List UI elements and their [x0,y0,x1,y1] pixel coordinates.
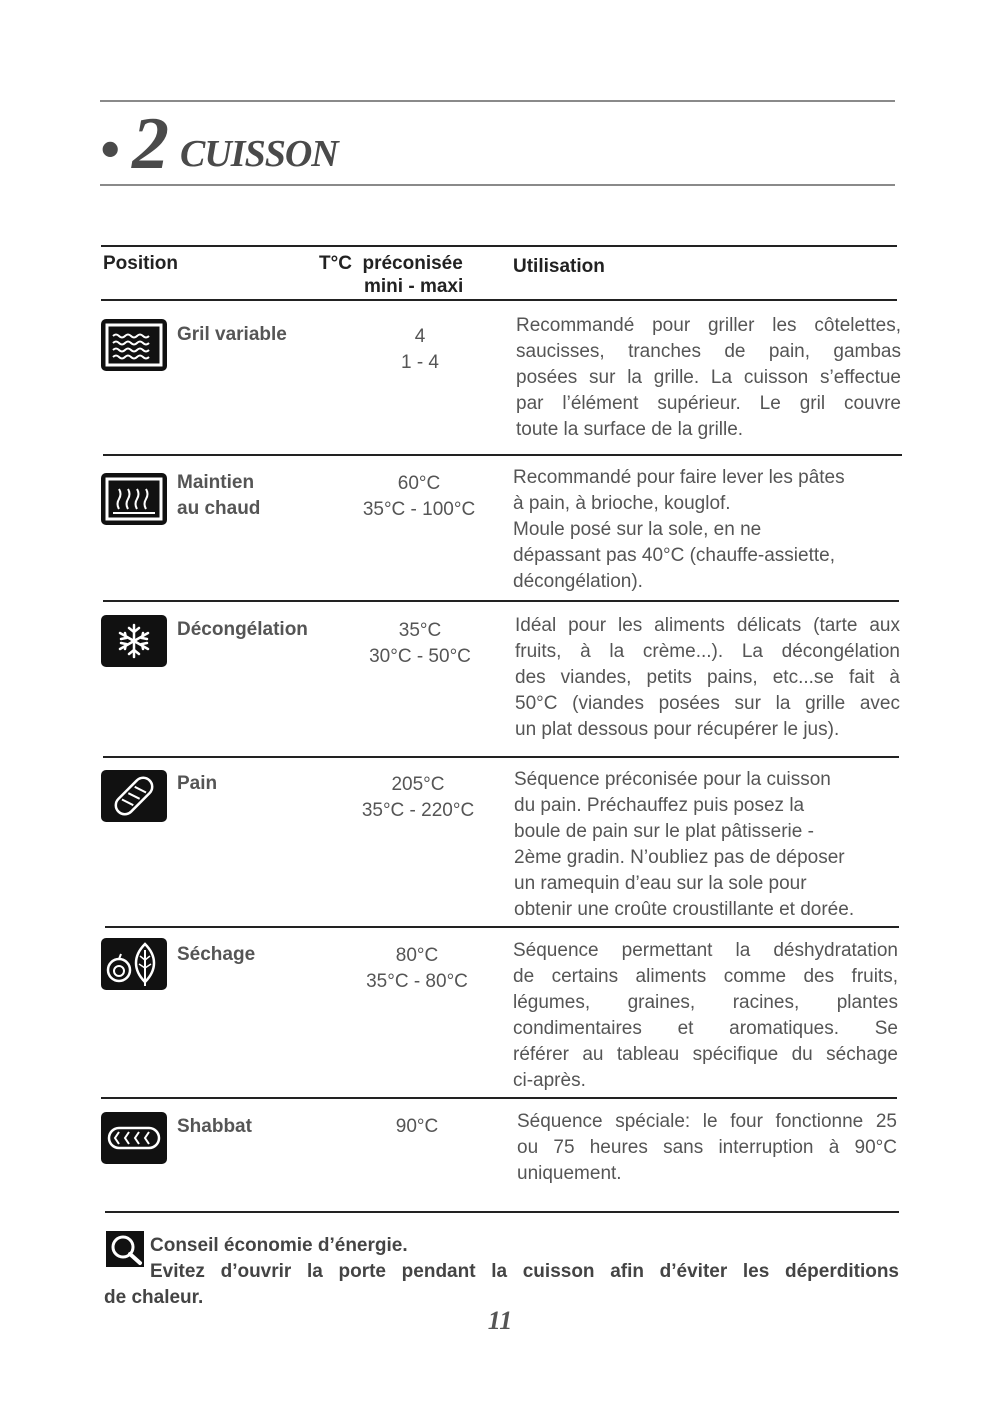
apple-leaf-icon [101,938,167,990]
page-number: 11 [487,1306,513,1335]
row-temp-drying: 80°C 35°C - 80°C [366,945,468,992]
header-temp-line2: mini - maxi [364,276,464,297]
snowflake-icon [101,615,167,667]
row-name-defrost: Décongélation [177,619,308,640]
energy-tip-line2: de chaleur. [104,1287,204,1308]
row-divider [101,1097,897,1099]
row-desc-keep-warm: Recommandé pour faire lever les pâtes à pain, à brioche, kouglof. Moule posé sur la sole, en ne dépassant pas 40°C (chauffe-assiette, décongélation). [513,467,845,592]
row-desc-bread: Séquence préconisée pour la cuisson du pain. Préchauffez puis posez la boule de pain sur le plat pâtisserie - 2ème gradin. N’oubliez pas de déposer un ramequin d’eau sur la sole pour obtenir une croûte croustillante et dorée. [514,769,855,920]
row-temp-bread: 205°C 35°C - 220°C [361,774,475,821]
row-desc-defrost: Idéal pour les aliments délicats (tarte aux fruits, à la crème...). La décongélation des viandes, petits pains, etc...se fait à 50°C (viandes posées sur la grille avec un plat dessous pour récupérer le jus). [515,615,900,740]
row-temp-defrost: 35°C 30°C - 50°C [369,620,471,667]
table-bottom-rule [105,1211,899,1213]
energy-tip-title: Conseil économie d’énergie. [150,1235,408,1256]
row-name-shabbat: Shabbat [177,1116,252,1137]
row-divider [103,600,899,602]
row-divider [103,454,902,456]
energy-tip-line1: Evitez d’ouvrir la porte pendant la cuisson afin d’éviter les déperditions [150,1261,899,1282]
header-rule [101,299,897,301]
grill-icon [101,319,167,371]
row-temp-keep-warm: 60°C 35°C - 100°C [362,473,476,520]
header-usage: Utilisation [513,256,605,277]
shabbat-icon [101,1112,167,1164]
energy-tip [104,1233,899,1311]
row-divider [105,926,899,928]
keep-warm-icon [101,473,167,525]
table-top-rule [101,245,897,247]
row-name-keep-warm: Maintien au chaud [177,472,261,519]
bread-icon [101,770,167,822]
row-desc-grill: Recommandé pour griller les côtelettes, saucisses, tranches de pain, gambas posées sur la grille. La cuisson s’effectue par l’élément supérieur. Le gril couvre toute la surface de la grille. [516,315,901,440]
row-temp-shabbat: 90°C [395,1116,439,1137]
top-rule [100,100,895,102]
chapter-title: CUISSON [180,133,338,175]
row-temp-grill: 4 1 - 4 [400,326,440,373]
row-name-grill: Gril variable [177,324,287,345]
row-divider [103,756,899,758]
row-name-bread: Pain [177,773,218,794]
row-desc-shabbat: Séquence spéciale: le four fonctionne 25 ou 75 heures sans interruption à 90°C uniquement. [517,1111,897,1184]
chapter-number: 2 [132,103,169,185]
row-name-drying: Séchage [177,944,256,965]
header-temp-line1: T°C préconisée [319,253,463,274]
header-position: Position [103,253,178,274]
title-underline [100,184,895,186]
chapter-bullet: • [100,119,120,181]
row-desc-drying: Séquence permettant la déshydratation de certains aliments comme des fruits, légumes, graines, racines, plantes condimentaires et aromatiques. Se référer au tableau spécifique du séchage ci-après. [513,940,898,1091]
